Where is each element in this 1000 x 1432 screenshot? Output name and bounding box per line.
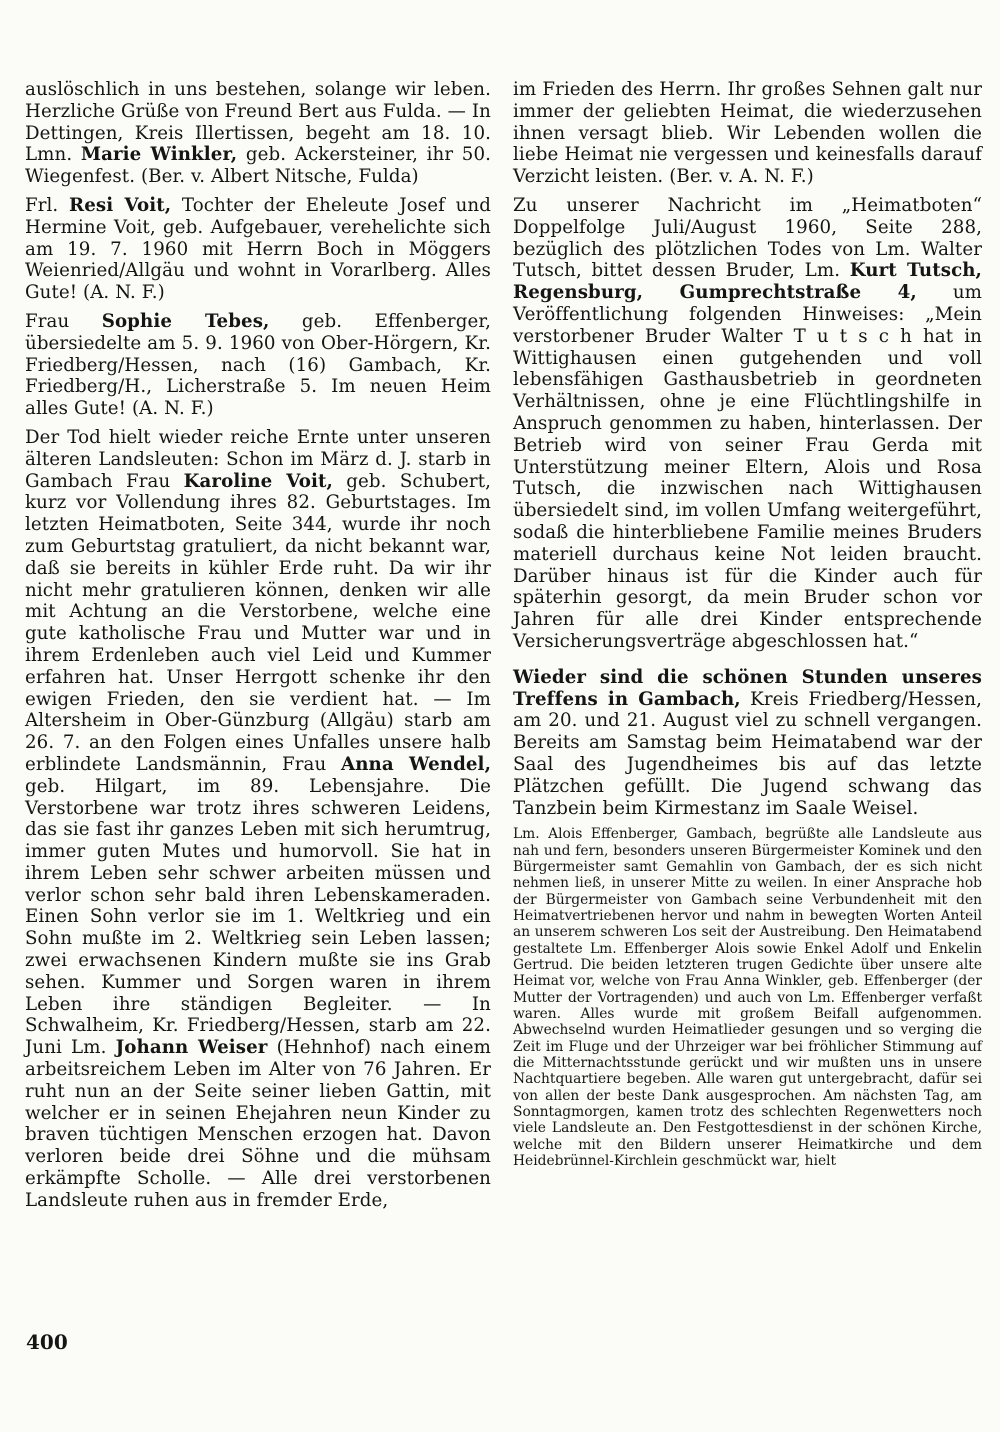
text-run: Frl.: [25, 194, 70, 216]
text-run: geb. Effenberger, übersiedelte am 5. 9. 1960 von Ober-Hörgern, Kr. Friedberg/Hessen, nach (16) Gambach, Kr. Friedberg/H., Licherstraße 5. Im neuen Heim alles Gute! (A. N. F.): [25, 310, 491, 420]
text-run: um Veröffentlichung folgenden Hinweises: „Mein verstorbener Bruder Walter T u t s c h hat in Wittighausen einen gutgehenden und voll lebensfähigen Gasthausbetrieb in geordneten Verhältnissen, ohne je eine Flüchtlingshilfe in Anspruch genommen zu haben, hinterlassen. Der Betrieb wird von seiner Frau Gerda mit Unterstützung meiner Eltern, Alois und Rosa Tutsch, die inzwischen nach Wittighausen übersiedelt sind, im vollen Umfang weitergeführt, sodaß die hinterbliebene Familie meines Bruders materiell durchaus keine Not leiden braucht. Darüber hinaus ist für die Kinder auch für späterhin gesorgt, da mein Bruder schon vor Jahren für alle drei Kinder entsprechende Versicherungsverträge abgeschlossen hat.“: [513, 282, 982, 652]
text-run: (Hehnhof) nach einem arbeitsreichem Leben im Alter von 76 Jahren. Er ruht nun an der Seite seiner lieben Gattin, mit welcher er in seinen Ehejahren neun Kinder zu braven tüchtigen Menschen erzogen hat. Davon verloren beide drei Söhne und die mühsam erkämpfte Scholle. — Alle drei verstorbenen Landsleute ruhen aus in fremder Erde,: [25, 1037, 491, 1211]
text-run: geb. Schubert, kurz vor Vollendung ihres 82. Geburtstages. Im letzten Heimatboten, Seite 344, wurde ihr noch zum Geburtstag gratuliert, da nicht bekannt war, daß sie bereits in kühler Erde ruht. Da wir ihr nicht mehr gratulieren können, denken wir alle mit Achtung an die Verstorbene, welche eine gute katholische Frau und Mutter war und in ihrem Erdenleben auch viel Leid und Kummer erfahren hat. Unser Herrgott schenke ihr den ewigen Frieden, den sie verdient hat. — Im Altersheim in Ober-Günzburg (Allgäu) starb am 26. 7. an den Folgen eines Unfalles unsere halb erblindete Landsmännin, Frau: [25, 470, 491, 775]
text-run: Der Tod hielt wieder reiche Ernte unter unseren älteren Landsleuten: Schon im März d. J. starb in Gambach Frau: [25, 426, 491, 492]
text-run: im Frieden des Herrn. Ihr großes Sehnen galt nur immer der geliebten Heimat, die wiederzusehen ihnen versagt blieb. Wir Lebenden wollen die liebe Heimat nie vergessen und keinesfalls darauf Verzicht leisten. (Ber. v. A. N. F.): [513, 79, 982, 188]
bold-text-run: Sophie Tebes,: [101, 310, 270, 332]
bold-text-run: Marie Winkler,: [80, 144, 238, 166]
paragraph: [25, 311, 491, 420]
paragraph: [25, 79, 491, 188]
text-run: Zu unserer Nachricht im „Heimatboten“ Doppelfolge Juli/August 1960, Seite 288, bezüglich des plötzlichen Todes von Lm. Walter Tutsch, bittet dessen Bruder, Lm.: [513, 194, 982, 282]
right-column: [513, 79, 982, 1170]
text-run: Lm. Alois Effenberger, Gambach, begrüßte alle Landsleute aus nah und fern, besonders unseren Bürgermeister Kominek und den Bürgermeister samt Gemahlin von Gambach, der es sich nicht nehmen ließ, in unserer Mitte zu weilen. In einer Ansprache hob der Bürgermeister von Gambach seine Verbundenheit mit den Heimatvertriebenen hervor und nahm in bewegten Worten Anteil an unserem schweren Los seit der Austreibung. Den Heimatabend gestaltete Lm. Effenberger Alois sowie Enkel Adolf und Enkelin Gertrud. Die beiden letzteren trugen Gedichte über unsere alte Heimat vor, welche von Frau Anna Winkler, geb. Effenberger (der Mutter der Vortragenden) und auch von Lm. Effenberger verfaßt waren. Alles wurde mit großem Beifall aufgenommen. Abwechselnd wurden Heimatlieder gesungen und so verging die Zeit im Fluge und der Uhrzeiger war bei fröhlicher Stimmung auf die Mitternachtsstunde gerückt und wir mußten uns in unsere Nachtquartiere begeben. Alle waren gut untergebracht, dafür sei von allen der beste Dank ausgesprochen. Am nächsten Tag, am Sonntagmorgen, kamen trotz des schlechten Regenwetters noch viele Landsleute an. Den Festgottesdienst in der schönen Kirche, welche mit den Bildern unserer Heimatkirche und dem Heidebrünnel-Kirchlein geschmückt war, hielt: [513, 826, 982, 1170]
page-number: 400: [26, 1330, 68, 1354]
text-run: Frau: [25, 310, 102, 332]
paragraph: [25, 195, 491, 304]
paragraph: [513, 667, 982, 820]
text-run: auslöschlich in uns bestehen, solange wir leben. Herzliche Grüße von Freund Bert aus Fulda. — In Dettingen, Kreis Illertissen, begeht am 18. 10. Lmn.: [25, 79, 491, 166]
paragraph: [513, 79, 982, 188]
bold-text-run: Resi Voit,: [69, 194, 172, 216]
paragraph: [25, 427, 491, 1212]
paragraph: [513, 826, 982, 1169]
paragraph: [513, 195, 982, 653]
bold-text-run: Karoline Voit,: [183, 470, 333, 492]
text-run: geb. Ackersteiner, ihr 50. Wiegenfest. (Ber. v. Albert Nitsche, Fulda): [25, 144, 492, 188]
text-run: geb. Hilgart, im 89. Lebensjahre. Die Verstorbene war trotz ihres schweren Leidens, das sie fast ihr ganzes Leben mit sich herumtrug, immer guten Mutes und humorvoll. Sie hat in ihrem Leben sehr schwer arbeiten müssen und verlor schon sehr bald ihren Lebenskameraden. Einen Sohn verlor sie im 1. Weltkrieg und ein Sohn mußte im 2. Weltkrieg sein Leben lassen; zwei erwachsenen Kindern mußte sie ins Grab sehen. Kummer und Sorgen waren in ihrem Leben ihre ständigen Begleiter. — In Schwalheim, Kr. Friedberg/Hessen, starb am 22. Juni Lm.: [25, 775, 491, 1059]
left-column: [25, 79, 491, 1219]
text-run: Kreis Friedberg/Hessen, am 20. und 21. August viel zu schnell vergangen. Bereits am Samstag beim Heimatabend war der Saal des Jugendheimes bis auf das letzte Plätzchen gefüllt. Die Jugend schwang das Tanzbein beim Kirmestanz im Saale Weisel.: [513, 688, 982, 819]
bold-text-run: Johann Weiser: [115, 1037, 268, 1059]
bold-text-run: Wieder sind die schönen Stunden unseres Treffens in Gambach,: [513, 666, 982, 710]
bold-text-run: Kurt Tutsch, Regensburg, Gumprechtstraße 4,: [513, 260, 982, 304]
bold-text-run: Anna Wendel,: [341, 753, 491, 775]
text-run: Tochter der Eheleute Josef und Hermine Voit, geb. Aufgebauer, verehelichte sich am 19. 7. 1960 mit Herrn Boch in Möggers Weienried/Allgäu und wohnt in Vorarlberg. Alles Gute! (A. N. F.): [25, 194, 491, 304]
